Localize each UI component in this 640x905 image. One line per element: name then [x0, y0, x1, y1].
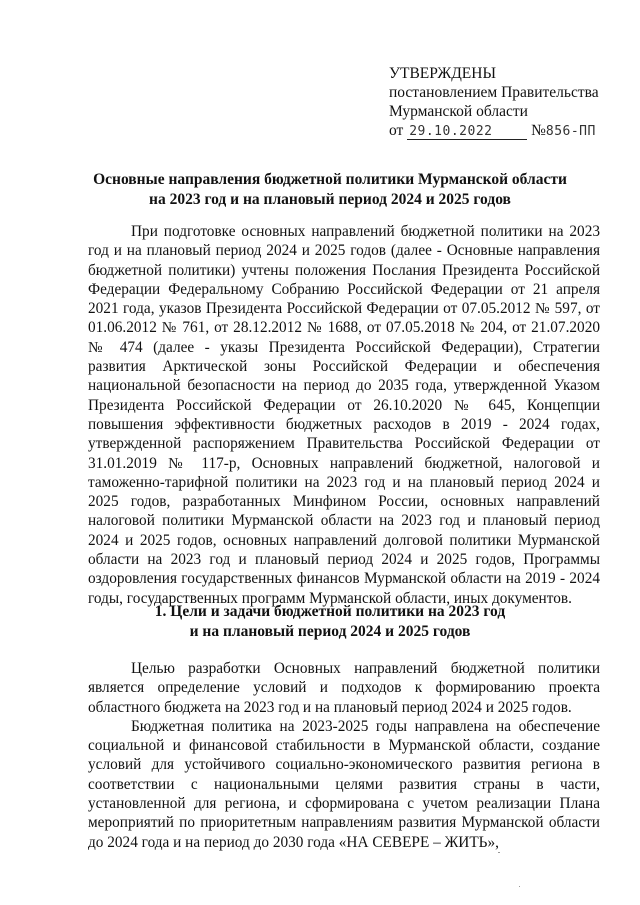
document-title: [60, 170, 600, 210]
number-value: 856-ПП: [545, 124, 596, 139]
scan-speck: [519, 886, 520, 887]
approval-heading: УТВЕРЖДЕНЫ: [389, 65, 496, 82]
title-line-1: Основные направления бюджетной политики Мурманской области: [93, 171, 567, 188]
approval-region-line: Мурманской области: [389, 103, 528, 120]
intro-paragraph: При подготовке основных направлений бюджетной политики на 2023 год и на плановый период 2024 и 2025 годов (далее - Основные направления бюджетной политики) учтены положения Послания Президента Российской Федерации Федеральному Собранию Российской Федерации от 21 апреля 2021 года, указов Президента Российской Федерации от 07.05.2012 № 597, от 01.06.2012 № 761, от 28.12.2012 № 1688, от 07.05.2018 № 204, от 21.07.2020 № 474 (далее - указы Президента Российской Федерации), Стратегии развития Арктической зоны Российской Федерации и обеспечения национальной безопасности на период до 2035 года, утвержденной Указом Президента Российской Федерации от 26.10.2020 № 645, Концепции повышения эффективности бюджетных расходов в 2019 - 2024 годах, утвержденной распоряжением Правительства Российской Федерации от 31.01.2019 № 117-р, Основных направлений бюджетной, налоговой и таможенно-тарифной политики на 2023 год и на плановый период 2024 и 2025 годов, разработанных Минфином России, основных направлений налоговой политики Мурманской области на 2023 год и плановый период 2024 и 2025 годов, основных направлений долговой политики Мурманской области на 2023 год и плановый период 2024 и 2025 годов, Программы оздоровления государственных финансов Мурманской области на 2019 - 2024 годы, государственных программ Мурманской области, иных документов.: [88, 223, 600, 607]
approval-resolution-line: постановлением Правительства: [389, 84, 599, 101]
section-1-paragraph-2: Бюджетная политика на 2023-2025 годы направлена на обеспечение социальной и финансовой стабильности в Мурманской области, создание условий для устойчивого социально-экономического развития региона в соответствии с национальными целями развития страны в части, установленной для региона, и сформирована с учетом реализации Плана мероприятий по приоритетным направлениям развития Мурманской области до 2024 года и на период до 2030 года «НА СЕВЕРЕ – ЖИТЬ»,: [88, 717, 600, 851]
section-1-title-line-1: 1. Цели и задачи бюджетной политики на 2023 год: [154, 603, 506, 620]
date-value: 29.10.2022: [409, 124, 493, 139]
date-prefix: от: [389, 122, 404, 139]
section-1-title-line-2: и на плановый период 2024 и 2025 годов: [189, 623, 471, 640]
title-line-2: на 2023 год и на плановый период 2024 и 2025 годов: [149, 191, 511, 208]
date-field: [407, 123, 527, 140]
approval-block: [389, 64, 604, 141]
section-1-body: [88, 659, 600, 852]
section-1-paragraph-1: Целью разработки Основных направлений бюджетной политики является определение условий и подходов к формированию проекта областного бюджета на 2023 год и на плановый период 2024 и 2025 годов.: [88, 660, 600, 716]
scan-speck: [498, 852, 500, 853]
approval-date-row: [389, 121, 604, 141]
number-prefix: №: [531, 122, 546, 139]
intro-section: [88, 222, 600, 608]
section-1-title: [60, 602, 600, 642]
